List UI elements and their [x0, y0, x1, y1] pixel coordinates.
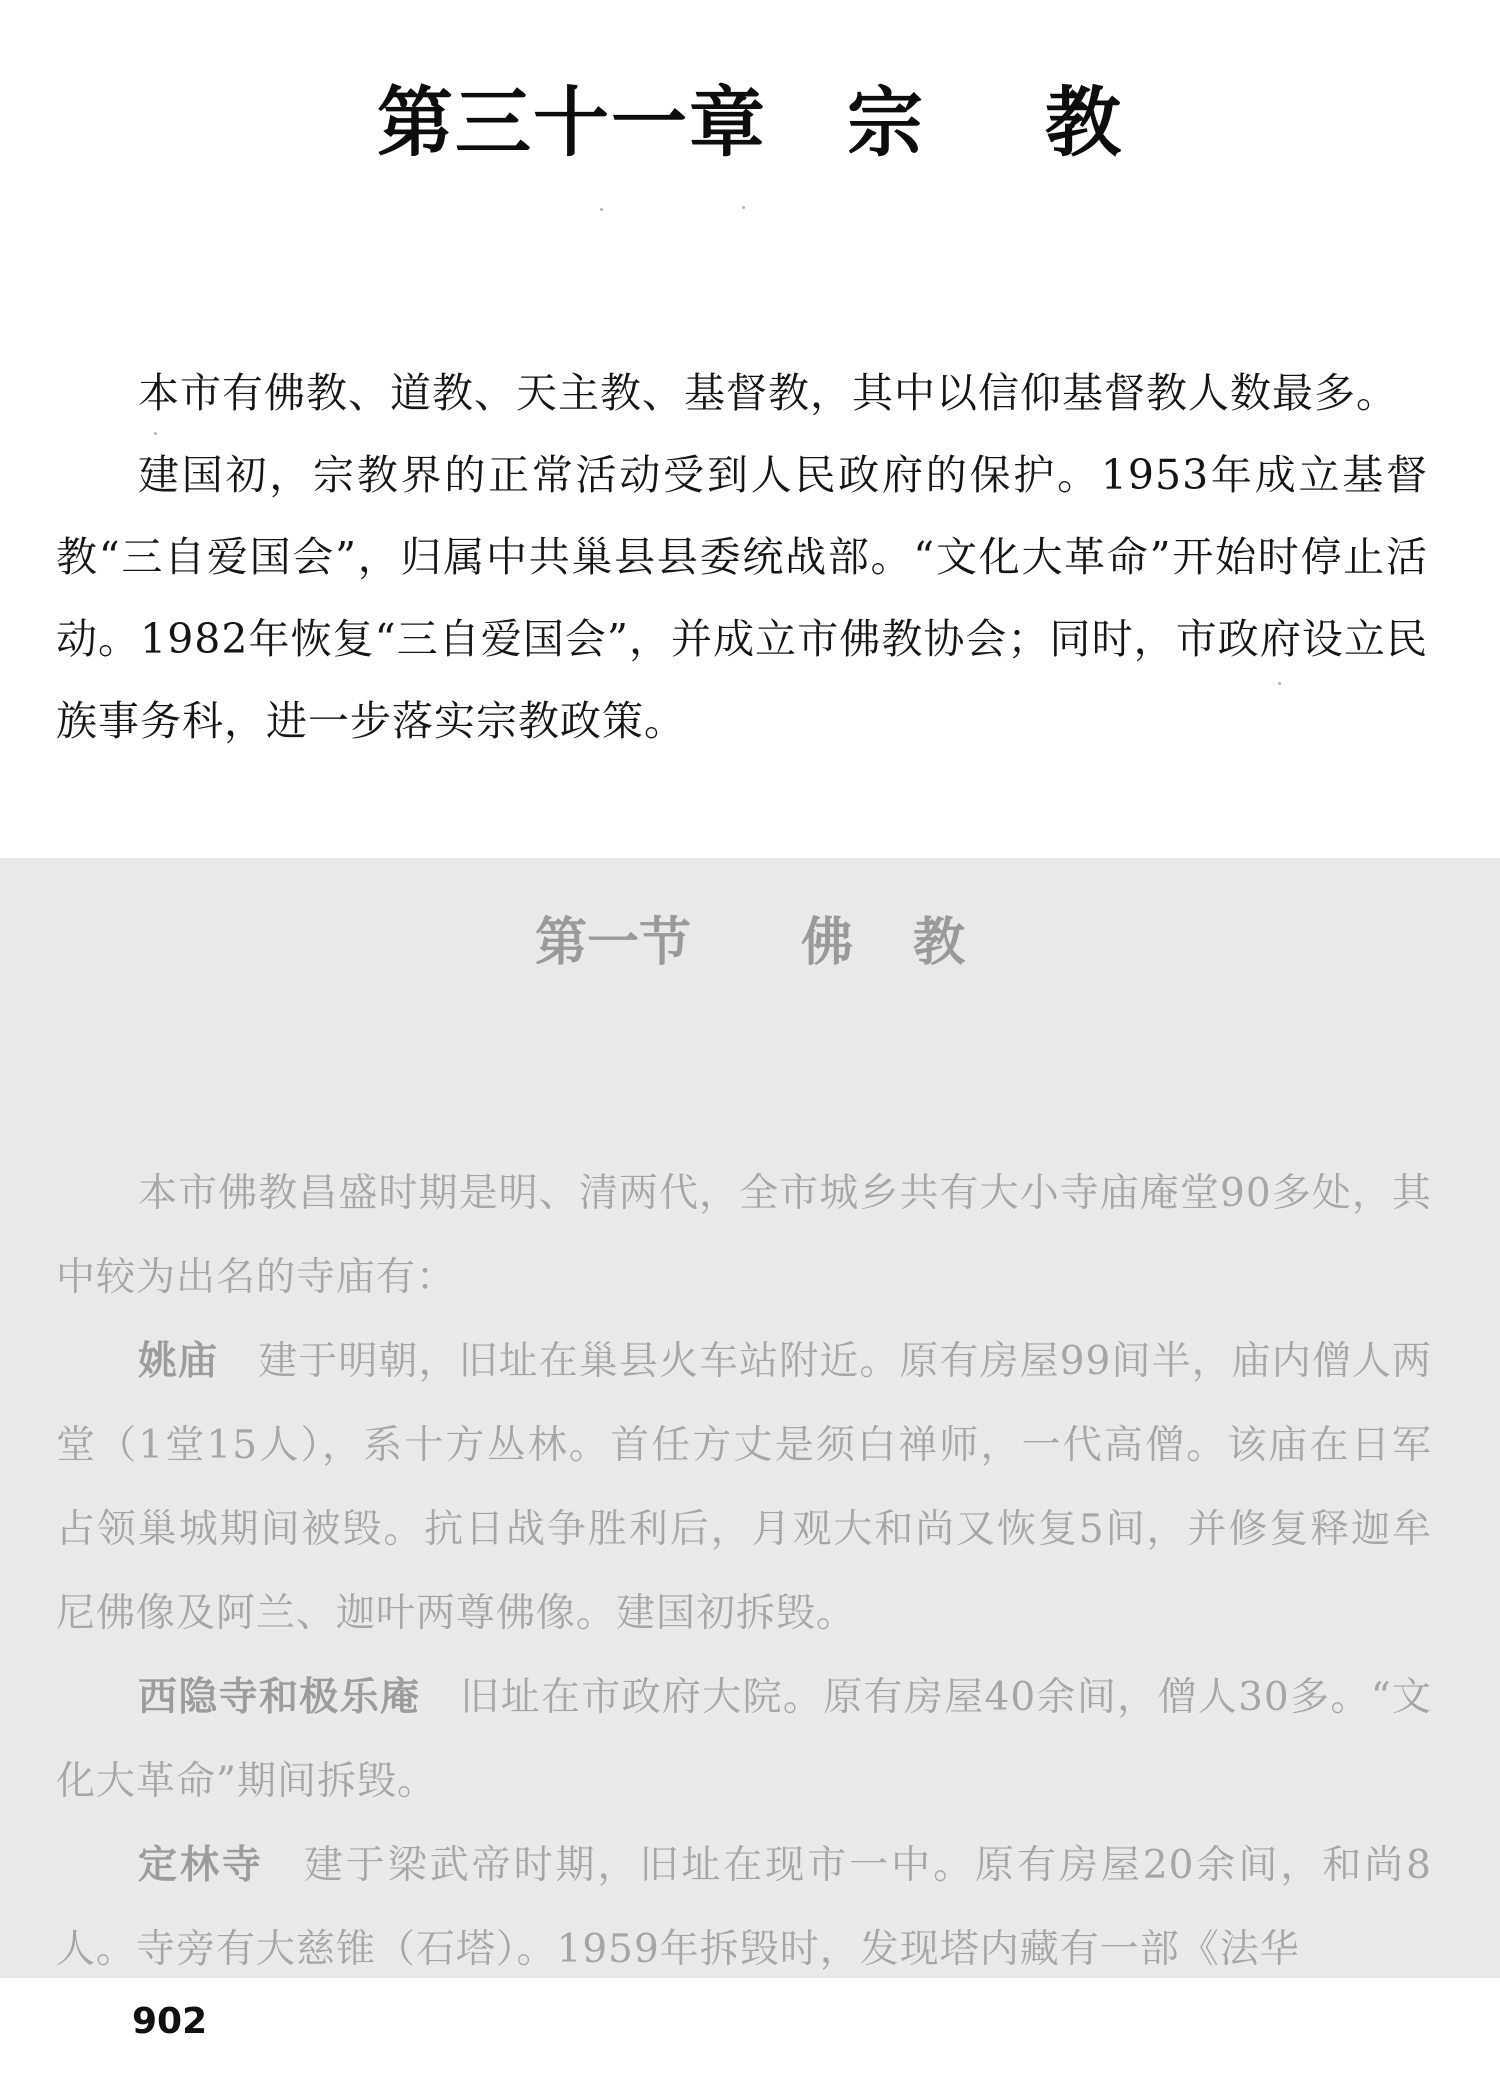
chapter-title-word1: 宗 — [847, 78, 925, 167]
temple-description: 建于梁武帝时期，旧址在现市一中。原有房屋20余间，和尚8人。寺旁有大慈锥（石塔）。1959年拆毁时，发现塔内藏有一部《法华 — [56, 1843, 1432, 1972]
scan-speck — [600, 208, 603, 211]
page-number: 902 — [132, 2001, 208, 2042]
chapter-title-number: 第三十一章 — [377, 78, 767, 167]
temple-name: 西隐寺和极乐庵 — [138, 1675, 421, 1720]
temple-description: 建于明朝，旧址在巢县火车站附近。原有房屋99间半，庙内僧人两堂（1堂15人），系十方丛林。首任方丈是须白禅师，一代高僧。该庙在日军占领巢城期间被毁。抗日战争胜利后，月观大和尚又恢复5间，并修复释迦牟尼佛像及阿兰、迦叶两尊佛像。建国初拆毁。 — [56, 1339, 1432, 1636]
section-title-word2: 教 — [913, 913, 966, 973]
temple-description: 旧址在市政府大院。原有房屋40余间，僧人30多。“文化大革命”期间拆毁。 — [56, 1675, 1432, 1804]
temple-entry — [56, 1824, 1432, 1972]
temple-name: 定林寺 — [138, 1843, 264, 1888]
chapter-title-word2: 教 — [1045, 78, 1123, 167]
section-title — [0, 908, 1500, 978]
intro-paragraph: 本市有佛教、道教、天主教、基督教，其中以信仰基督教人数最多。 — [138, 369, 1398, 417]
section-title-word1: 佛 — [800, 913, 853, 973]
temple-entry — [56, 1656, 1432, 1824]
temple-name: 姚庙 — [138, 1339, 219, 1384]
intro-paragraph: 建国初，宗教界的正常活动受到人民政府的保护。1953年成立基督教“三自爱国会”，归属中共巢县县委统战部。“文化大革命”开始时停止活动。1982年恢复“三自爱国会”，并成立市佛教协会；同时，市政府设立民族事务科，进一步落实宗教政策。 — [56, 451, 1428, 745]
section-title-number: 第一节 — [534, 913, 691, 973]
scan-speck — [742, 206, 745, 209]
section-intro-paragraph: 本市佛教昌盛时期是明、清两代，全市城乡共有大小寺庙庵堂90多处，其中较为出名的寺庙有： — [56, 1171, 1432, 1300]
chapter-intro — [56, 352, 1428, 762]
temple-entry — [56, 1320, 1432, 1656]
chapter-title — [0, 78, 1500, 168]
section-body — [56, 1152, 1432, 1972]
